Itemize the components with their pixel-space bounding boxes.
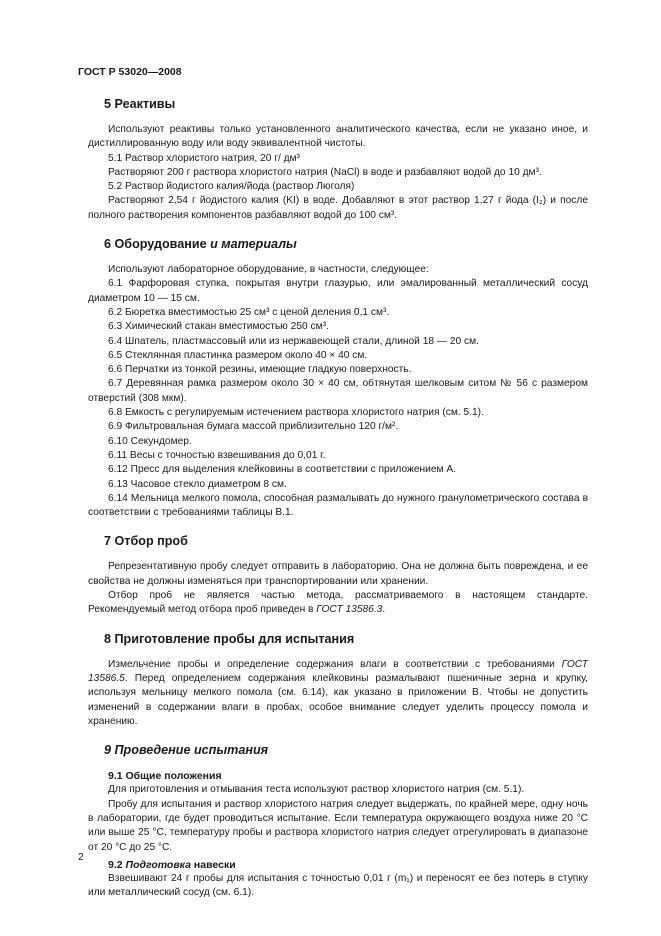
paragraph: 5.1 Раствор хлористого натрия, 20 г/ дм³: [108, 152, 300, 164]
list-item: 6.9 Фильтровальная бумага массой приблизительно 120 г/м².: [108, 421, 399, 433]
paragraph: Используют реактивы только установленного аналитического качества, если не указано иное, и дистиллированную воду или воду эквивалентной чистоты.: [88, 124, 588, 150]
text-run: . Перед определением содержания клейковины размалывают пшеничные зерна и крупку, используя мельницу мелкого помола (см. 6.14), как указано в приложении В. Чтобы не допустить изменений в содержании влаги в пробах, особое внимание следует уделить процессу помола и хранению.: [88, 672, 588, 727]
paragraph: [88, 589, 588, 618]
list-item: 6.12 Пресс для выделения клейковины в соответствии с приложением А.: [108, 464, 456, 476]
subsection-title: [108, 858, 588, 872]
section-5-reagents: [88, 96, 588, 223]
list-item: 6.7 Деревянная рамка размером около 30 × 40 см, обтянутая шелковым ситом № 56 с размером отверстий (308 мкм).: [88, 378, 588, 404]
paragraph: Растворяют 2,54 г йодистого калия (KI) в воде. Добавляют в этот раствор 1,27 г йода (I₂) и после полного растворения компонентов разбавляют водой до 100 см³.: [88, 195, 588, 221]
page-number: 2: [78, 851, 84, 863]
list-item: 6.4 Шпатель, пластмассовый или из нержавеющей стали, длиной 18 — 20 см.: [108, 335, 479, 347]
section-title-italic: и материалы: [206, 237, 297, 252]
list-item: 6.14 Мельница мелкого помола, способная размалывать до нужного гранулометрического состава в соответствии с требованиями таблицы В.1.: [88, 492, 588, 519]
paragraph: Взвешивают 24 г пробы для испытания с точностью 0,01 г (m₁) и переносят ее без потерь в ступку или металлический сосуд (см. 6.1).: [88, 873, 588, 899]
subsection-title-rest: навески: [190, 858, 236, 871]
list-item: 6.8 Емкость с регулируемым истечением раствора хлористого натрия (см. 5.1).: [108, 407, 484, 419]
paragraph: Растворяют 200 г раствора хлористого натрия (NaCl) в воде и разбавляют водой до 10 дм³.: [108, 166, 542, 178]
section-9-procedure: [88, 742, 588, 901]
section-title: [104, 236, 588, 252]
list-item: 6.3 Химический стакан вместимостью 250 см³.: [108, 321, 329, 333]
section-title: 8 Приготовление пробы для испытания: [104, 631, 355, 646]
list-item: 6.5 Стеклянная пластинка размером около 40 × 40 см.: [108, 349, 368, 361]
standard-reference: ГОСТ 13586.3: [316, 604, 383, 616]
section-8-preparation: [88, 631, 588, 729]
list-item: 6.6 Перчатки из тонкой резины, имеющие гладкую поверхность.: [108, 364, 412, 376]
section-6-equipment: [88, 236, 588, 520]
section-title: 5 Реактивы: [104, 97, 176, 111]
subsection-number: 9.2: [108, 858, 126, 871]
list-item: 6.2 Бюретка вместимостью 25 см³ с ценой деления 0,1 см³.: [108, 306, 390, 318]
paragraph: [88, 658, 588, 729]
paragraph: 5.2 Раствор йодистого калия/йода (раствор Люголя): [108, 181, 355, 193]
list-item: 6.10 Секундомер.: [108, 435, 192, 447]
subsection-title: 9.1 Общие положения: [108, 770, 222, 783]
list-item: 6.11 Весы с точностью взвешивания до 0,01 г.: [108, 449, 326, 461]
document-body: [88, 96, 588, 914]
standard-reference: ГОСТ 13586.5: [88, 658, 588, 684]
text-run: .: [382, 604, 386, 616]
paragraph: Для приготовления и отмывания теста используют раствор хлористого натрия (см. 5.1).: [108, 784, 525, 796]
text-run: Отбор проб не является частью метода, рассматриваемого в настоящем стандарте. Рекомендуемый метод отбора проб приведен в: [88, 590, 588, 616]
section-title: 9 Проведение испытания: [104, 743, 269, 758]
list-item: 6.13 Часовое стекло диаметром 8 см.: [108, 478, 287, 490]
paragraph: Используют лабораторное оборудование, в частности, следующее:: [108, 264, 429, 276]
document-header: ГОСТ Р 53020—2008: [78, 66, 182, 78]
list-item: 6.1 Фарфоровая ступка, покрытая внутри глазурью, или эмалированный металлический сосуд диаметром 10 — 15 см.: [88, 278, 588, 304]
paragraph: Репрезентативную пробу следует отправить в лабораторию. Она не должна быть повреждена, и ее свойства не должны изменяться при транспортировании или хранении.: [88, 561, 588, 587]
section-title-main: 6 Оборудование: [104, 237, 207, 252]
paragraph: Пробу для испытания и раствор хлористого натрия следует выдержать, по крайней мере, одну ночь в лаборатории, где будет проводиться испытание. Если температура окружающего воздуха ниже 20 °С или выше 25 °С, температуру пробы и раствора хлористого натрия следует отрегулировать в диапазоне от 20 °С до 25 °С.: [88, 798, 588, 853]
section-title: 7 Отбор проб: [104, 534, 188, 549]
section-7-sampling: [88, 533, 588, 617]
text-run: Измельчение пробы и определение содержания влаги в соответствии с требованиями: [108, 658, 562, 670]
subsection-title-italic: Подготовка: [125, 858, 191, 871]
